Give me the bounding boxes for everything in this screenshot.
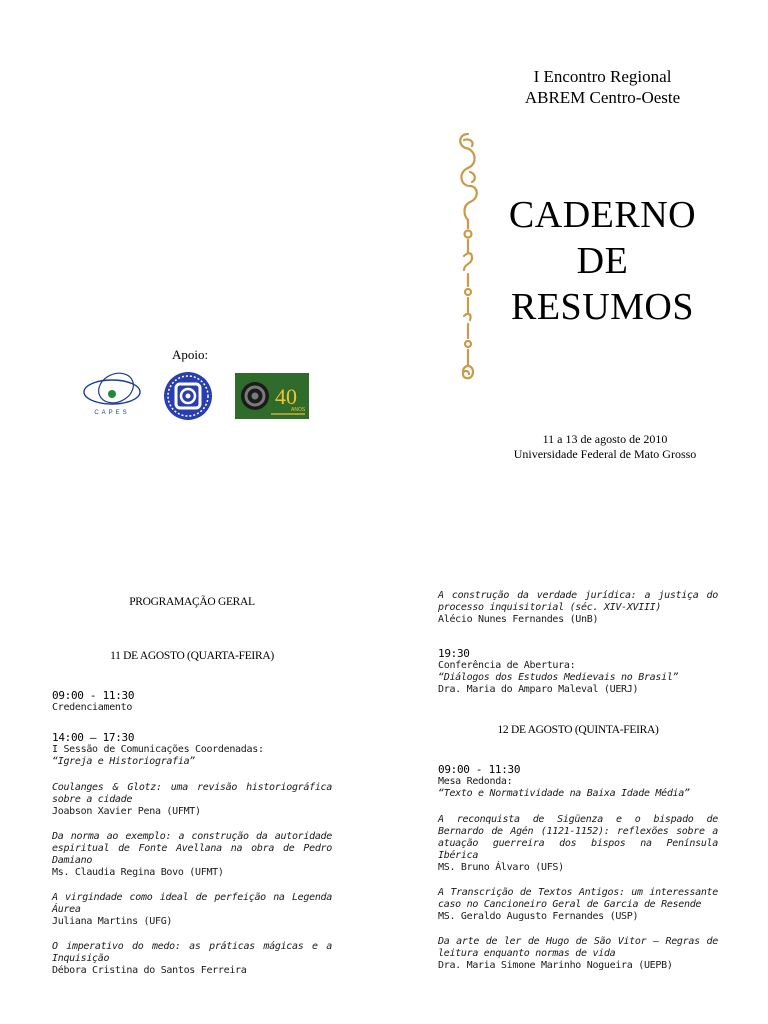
capes-emblem-icon — [80, 370, 144, 410]
slot-conferencia — [438, 648, 718, 696]
list-item — [52, 782, 332, 818]
presentation-author: Débora Cristina do Santos Ferreira — [52, 965, 247, 976]
presentation-title: A construção da verdade jurídica: a justiça do processo inquisitorial (séc. XIV-XVIII) — [438, 590, 718, 613]
presentation-title: A virgindade como ideal de perfeição na Legenda Áurea — [52, 892, 332, 915]
program-left-column — [52, 590, 332, 990]
presentation-title: O imperativo do medo: as práticas mágicas e a Inquisição — [52, 941, 332, 964]
event-venue: Universidade Federal de Mato Grosso — [513, 447, 697, 461]
ufmt-number: 40 — [275, 384, 297, 409]
day2-heading: 12 DE AGOSTO (QUINTA-FEIRA) — [497, 724, 659, 736]
day1-heading: 11 DE AGOSTO (QUARTA-FEIRA) — [110, 650, 274, 662]
presentation-title: A reconquista de Sigüenza e o bispado de Bernardo de Agén (1121-1152): reflexões sobre a atuação guerreira dos bispos na Península Ibérica — [438, 814, 718, 861]
program-title: PROGRAMAÇÃO GERAL — [129, 596, 255, 608]
list-item — [438, 887, 718, 923]
slot-time: 19:30 — [438, 647, 470, 660]
presentation-author: Juliana Martins (UFG) — [52, 916, 173, 927]
slot-description: I Sessão de Comunicações Coordenadas: — [52, 744, 264, 755]
slot-mesa-redonda — [438, 764, 718, 800]
list-item — [52, 941, 332, 977]
presentation-title: Da arte de ler de Hugo de São Vitor – Regras de leitura enquanto normas de vida — [438, 936, 718, 959]
slot-description: Conferência de Abertura: — [438, 660, 576, 671]
list-item — [438, 590, 718, 626]
seal-icon — [162, 370, 214, 422]
event-title — [500, 66, 705, 108]
event-title-line2: ABREM Centro-Oeste — [524, 88, 681, 107]
list-item — [438, 936, 718, 972]
title-line-2: DE — [576, 240, 629, 282]
presentation-author: Joabson Xavier Pena (UFMT) — [52, 806, 201, 817]
list-item — [438, 814, 718, 874]
capes-caption: CAPES — [94, 410, 130, 416]
list-item — [52, 831, 332, 879]
title-line-3: RESUMOS — [511, 286, 694, 328]
slot-time: 09:00 - 11:30 — [52, 689, 135, 702]
slot-description: Credenciamento — [52, 702, 133, 713]
presentation-title: A Transcrição de Textos Antigos: um interessante caso no Cancioneiro Geral de Garcia de Resende — [438, 887, 718, 910]
presentation-author: Alécio Nunes Fernandes (UnB) — [438, 614, 599, 625]
ufmt-caption: ANOS — [291, 407, 306, 413]
document-title — [490, 192, 715, 330]
ornament-icon — [450, 128, 486, 390]
slot-sessao — [52, 732, 332, 768]
list-item — [52, 892, 332, 928]
slot-theme: “Texto e Normatividade na Baixa Idade Média” — [438, 788, 690, 799]
presentation-author: MS. Bruno Álvaro (UFS) — [438, 862, 564, 873]
slot-description: Mesa Redonda: — [438, 776, 513, 787]
slot-time: 09:00 - 11:30 — [438, 763, 521, 776]
presentation-author: Ms. Claudia Regina Bovo (UFMT) — [52, 867, 224, 878]
event-date-block — [480, 432, 730, 462]
slot-theme: “Igreja e Historiografia” — [52, 756, 196, 767]
title-line-1: CADERNO — [508, 194, 697, 236]
slot-theme: “Diálogos dos Estudos Medievais no Brasil” — [438, 672, 679, 683]
presentation-author: MS. Geraldo Augusto Fernandes (USP) — [438, 911, 639, 922]
program-right-column — [438, 590, 718, 985]
ufmt-40-anos-logo — [235, 373, 309, 419]
presentation-title: Coulanges & Glotz: uma revisão historiográfica sobre a cidade — [52, 782, 332, 805]
ufmt-anniversary-icon — [235, 373, 309, 419]
support-label: Apoio: — [171, 347, 209, 362]
event-date: 11 a 13 de agosto de 2010 — [542, 432, 668, 446]
slot-time: 14:00 – 17:30 — [52, 731, 135, 744]
university-seal-logo — [162, 370, 214, 422]
presentation-title: Da norma ao exemplo: a construção da autoridade espiritual de Fonte Avellana na obra de Pedro Damiano — [52, 831, 332, 866]
support-logos — [80, 370, 320, 422]
capes-logo — [80, 370, 144, 422]
event-title-line1: I Encontro Regional — [533, 67, 672, 86]
slot-credenciamento — [52, 690, 332, 714]
slot-speaker: Dra. Maria do Amparo Maleval (UERJ) — [438, 684, 639, 695]
presentation-author: Dra. Maria Simone Marinho Nogueira (UEPB) — [438, 960, 673, 971]
